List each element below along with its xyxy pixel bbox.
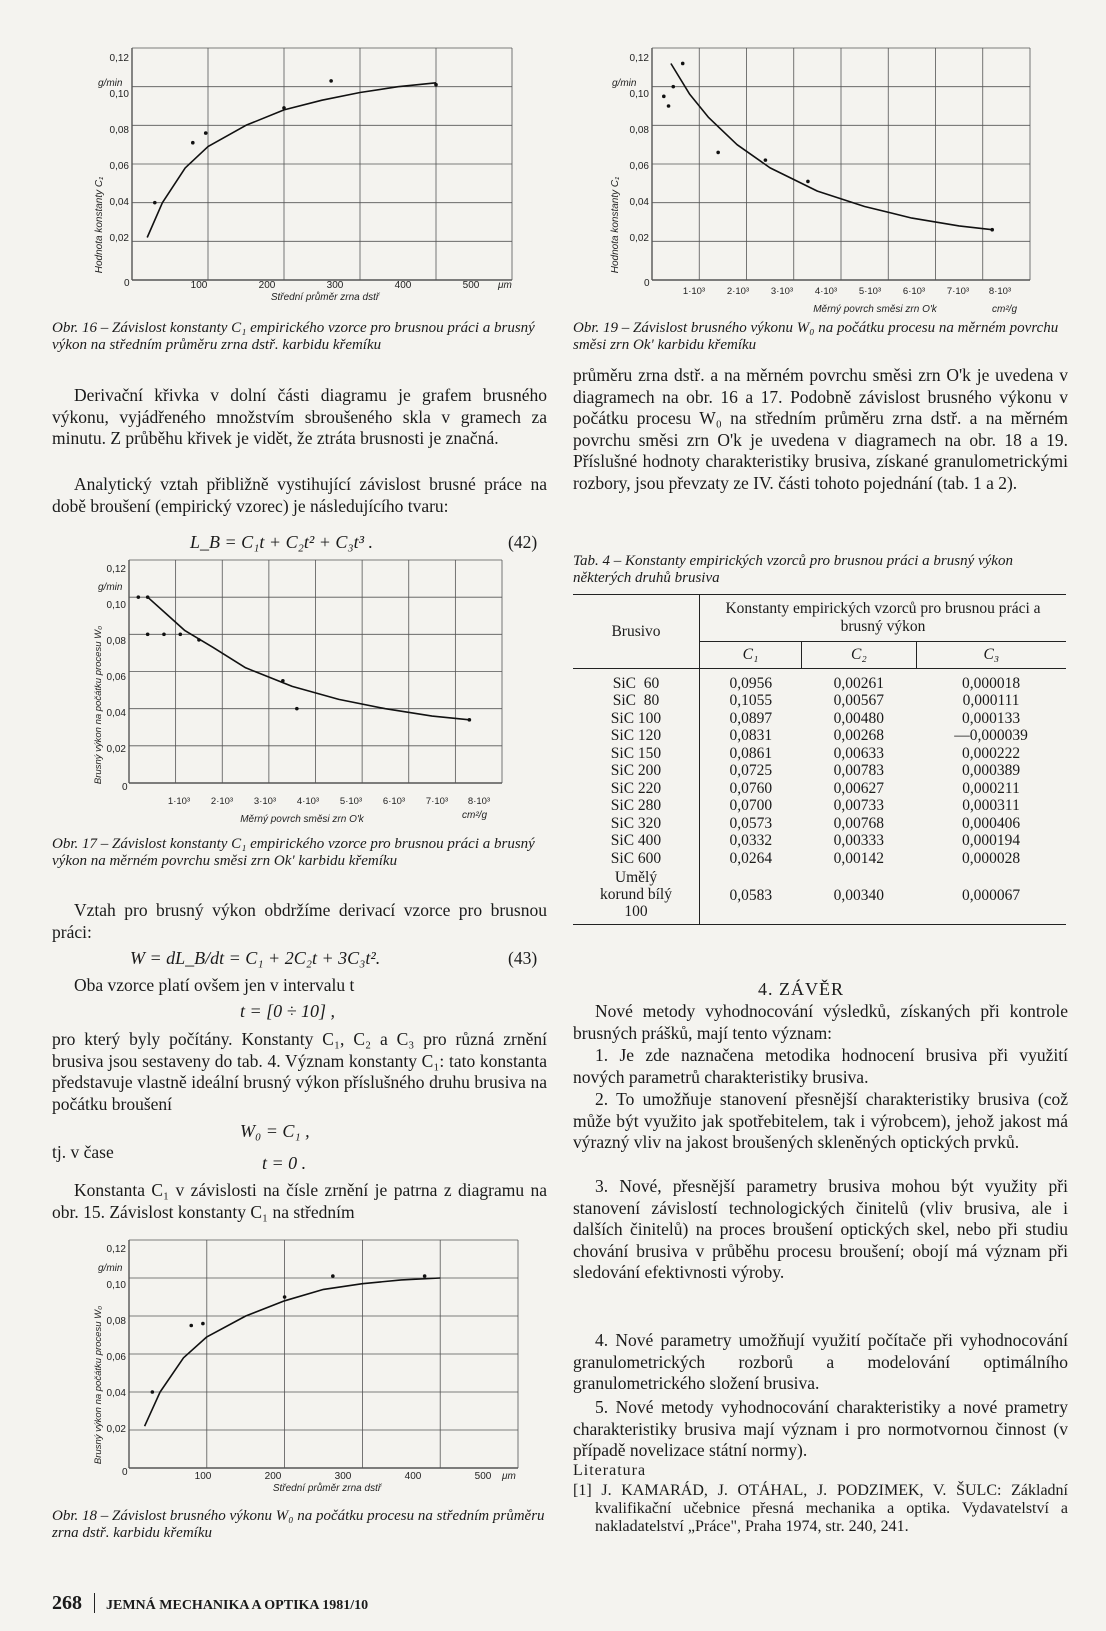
y-tick: 0,04: [106, 1388, 126, 1399]
cell-constant-c1: 0,0332: [729, 832, 773, 849]
table-4: [573, 594, 1066, 925]
x-tick: 7·10³: [946, 286, 970, 297]
x-tick: 4·10³: [814, 286, 838, 297]
cell-constant-c2: 0,00633: [833, 744, 885, 762]
x-axis-label: Měrný povrch směsi zrn O'k: [813, 304, 937, 315]
data-point: [146, 633, 150, 637]
data-point: [146, 595, 150, 599]
equation-43-number: (43): [508, 948, 538, 968]
data-point: [434, 83, 438, 87]
data-point: [153, 201, 157, 205]
conclusion-point-2: 2. To umožňuje stanovení přesnější charakteristiky brusiva (což může být využito jak spotřebitelem, tak i výrobcem), jehož jakost má výrazný vliv na jakost broušených skleněných optických prvků.: [573, 1089, 1068, 1152]
y-tick: 0,04: [109, 197, 129, 208]
cell-constant-c1: 0,0956: [729, 674, 773, 692]
header-c3: C₃: [983, 646, 1000, 663]
cell-constant-c3: 0,000018: [962, 674, 1021, 692]
table-row: [573, 727, 1066, 745]
journal-name: JEMNÁ MECHANIKA A OPTIKA 1981/10: [106, 1598, 369, 1613]
conclusion-point-1: 1. Je zde naznačena metodika hodnocení brusiva při využití nových parametrů charakteristiky brusiva.: [573, 1045, 1068, 1087]
header-constants: Konstanty empirických vzorců pro brusnou práci a brusný výkon: [725, 600, 1041, 635]
cell-constant-c3: 0,000389: [962, 762, 1021, 779]
x-axis-label: Střední průměr zrna dstř: [272, 1483, 382, 1494]
y-tick: 0,10: [109, 89, 129, 100]
paragraph-grinding-power: Vztah pro brusný výkon obdržíme derivací vzorce pro brusnou práci:: [52, 900, 547, 942]
cell-constant-c2: 0,00627: [833, 779, 885, 797]
equation-w0: W₀ = C₁ ,: [240, 1121, 310, 1141]
cell-abrasive: SiC 280: [573, 797, 700, 815]
data-point: [329, 79, 333, 83]
x-tick: 1·10³: [167, 796, 191, 807]
table-row: [573, 780, 1066, 798]
fitted-curve: [148, 597, 470, 720]
cell-constant-c2: 0,00142: [833, 849, 885, 867]
x-tick: 1·10³: [682, 286, 706, 297]
x-tick: 2·10³: [726, 286, 750, 297]
table-row: [573, 710, 1066, 728]
equation-interval: t = [0 ÷ 10] ,: [240, 1001, 336, 1021]
data-point: [201, 1322, 205, 1326]
cell-constant-c3: 0,000111: [962, 692, 1020, 709]
data-point: [423, 1274, 427, 1278]
cell-abrasive: SiC 320: [573, 815, 700, 833]
x-tick: 6·10³: [902, 286, 926, 297]
data-point: [282, 106, 286, 110]
x-tick: 3·10³: [253, 796, 277, 807]
conclusion-point-3: 3. Nové, přesnější parametry brusiva mohou být využity při stanovení závislostí technologických činitelů (vliv brusiva, ale i dalších činitelů) na proces broušení optických skel, nebo při studiu chování brusiva v průběhu procesu broušení; obojí má význam při sledování efektivnosti výroby.: [573, 1176, 1068, 1282]
y-tick: 0,06: [106, 1352, 126, 1363]
y-zero: 0: [122, 1467, 128, 1478]
cell-constant-c2: 0,00268: [833, 727, 885, 744]
cell-abrasive: SiC 200: [573, 762, 700, 780]
cell-abrasive: SiC 220: [573, 780, 700, 798]
x-tick: 8·10³: [988, 286, 1012, 297]
paragraph-analytic-relation: Analytický vztah přibližně vystihující závislost brusné práce na době broušení (empirický vzorec) je následujícího tvaru:: [52, 474, 547, 516]
y-axis-label: Brusný výkon na počátku procesu W₀: [93, 1305, 104, 1465]
cell-constant-c1: 0,0583: [729, 886, 773, 904]
y-tick: 0,08: [106, 636, 126, 647]
cell-constant-c3: 0,000028: [962, 849, 1021, 867]
conclusion-intro: Nové metody vyhodnocování výsledků, získaných při kontrole brusných prášků, mají tento význam:: [573, 1001, 1068, 1043]
cell-constant-c1: 0,0760: [729, 779, 773, 797]
cell-abrasive: SiC 60: [573, 668, 700, 692]
y-tick: 0,12: [106, 1244, 126, 1255]
equation-43: W = dL_B/dt = C₁ + 2C₂t + 3C₃t².: [130, 948, 381, 968]
paragraph-diagrams: průměru zrna dstř. a na měrném povrchu směsi zrn O'k je uvedena v diagramech na obr. 16 a 17. Podobně závislost brusného výkonu v počátku procesu W₀ na středním průměru zrna dstř. a na měrném povrchu směsi zrn O'k je uvedena v diagramech na obr. 18 a 19. Příslušné hodnoty charakteristiky brusiva, získané granulometrickými rozbory, jsou převzaty ze IV. části tohoto pojednání (tab. 1 a 2).: [573, 365, 1068, 493]
data-point: [468, 718, 472, 722]
y-zero: 0: [124, 278, 130, 289]
y-tick: 0,12: [629, 53, 649, 64]
x-tick: 3·10³: [770, 286, 794, 297]
y-tick: 0,08: [629, 125, 649, 136]
section-heading: 4. ZÁVĚR: [758, 979, 844, 999]
fitted-curve: [671, 64, 992, 230]
cell-constant-c2: 0,00333: [833, 832, 885, 849]
cell-constant-c1: 0,0573: [729, 814, 773, 832]
x-tick: 6·10³: [382, 796, 406, 807]
cell-abrasive: SiC 100: [573, 710, 700, 728]
cell-constant-c1: 0,0725: [729, 762, 773, 779]
cell-constant-c3: 0,000222: [962, 744, 1021, 762]
figure-16-chart: [40, 40, 540, 320]
table-row: [573, 850, 1066, 868]
y-unit: g/min: [98, 582, 123, 593]
x-tick: 400: [394, 280, 412, 291]
cell-constant-c2: 0,00480: [833, 709, 885, 727]
cell-constant-c2: 0,00783: [833, 762, 885, 779]
cell-constant-c2: 0,00768: [833, 814, 885, 832]
x-unit: μm: [502, 1471, 516, 1482]
cell-abrasive: SiC 120: [573, 727, 700, 745]
data-point: [681, 62, 685, 66]
data-point: [331, 1274, 335, 1278]
table-row: [573, 867, 1066, 925]
x-tick: 400: [404, 1471, 422, 1482]
y-axis-label: Hodnota konstanty C₁: [94, 176, 105, 274]
x-unit: cm²/g: [992, 304, 1017, 315]
cell-constant-c1: 0,0264: [729, 849, 773, 867]
paragraph-derivative-curve: Derivační křivka v dolní části diagramu je grafem brusného výkonu, vyjádřeného množstvím sbroušeného skla v gramech za minutu. Z průběhu křivek je vidět, že ztráta brusnosti je značná.: [52, 385, 547, 448]
header-c2: C₂: [802, 642, 917, 669]
y-tick: 0,02: [106, 744, 126, 755]
x-tick: 8·10³: [467, 796, 491, 807]
x-axis-label: Měrný povrch směsi zrn O'k: [240, 814, 364, 825]
x-unit: cm²/g: [462, 810, 487, 821]
y-tick: 0,02: [629, 233, 649, 244]
cell-abrasive: SiC 600: [573, 850, 700, 868]
cell-constant-c1: 0,0831: [729, 727, 773, 744]
paragraph-interval: Oba vzorce platí ovšem jen v intervalu t: [74, 975, 355, 995]
reference-1: [1] J. KAMARÁD, J. OTÁHAL, J. PODZIMEK, V. ŠULC: Základní kvalifikační učebnice přesná mechanika a optika. Vydavatelství a nakladatelství „Práce", Praha 1974, str. 240, 241.: [573, 1482, 1068, 1535]
cell-constant-c3: 0,000194: [962, 832, 1021, 849]
cell-constant-c3: 0,000133: [962, 709, 1021, 727]
y-tick: 0,02: [106, 1424, 126, 1435]
figure-19-caption: Obr. 19 – Závislost brusného výkonu W₀ na počátku procesu na měrném povrchu směsi zrn Ok' karbidu křemíku: [573, 320, 1059, 353]
y-tick: 0,12: [109, 53, 129, 64]
data-point: [662, 95, 666, 99]
cell-abrasive: SiC 400: [573, 832, 700, 850]
figure-17-chart: [52, 560, 542, 835]
y-tick: 0,04: [629, 197, 649, 208]
y-tick: 0,06: [109, 161, 129, 172]
x-tick: 200: [258, 280, 276, 291]
data-point: [281, 679, 285, 683]
table-row: [573, 692, 1066, 710]
table-row: [573, 832, 1066, 850]
table-row: [573, 745, 1066, 763]
y-axis-label: Hodnota konstanty C₁: [610, 176, 621, 274]
x-unit: μm: [498, 280, 512, 291]
cell-constant-c3: 0,000311: [962, 797, 1020, 814]
data-point: [189, 1324, 193, 1328]
cell-constant-c2: 0,00733: [833, 797, 885, 814]
conclusion-point-5: 5. Nové metody vyhodnocování charakteristiky a nové prametry charakteristiky brusiva mají význam i pro normotvornou činnost (v případě novelizace státní normy).: [573, 1397, 1068, 1460]
x-tick: 2·10³: [210, 796, 234, 807]
y-unit: g/min: [612, 78, 637, 89]
y-tick: 0,06: [106, 672, 126, 683]
y-unit: g/min: [98, 78, 123, 89]
x-tick: 500: [474, 1471, 492, 1482]
footer-divider: [94, 1593, 95, 1613]
x-tick: 5·10³: [339, 796, 363, 807]
y-unit: g/min: [98, 1263, 123, 1274]
data-point: [295, 707, 299, 711]
paragraph-constant-c1: Konstanta C₁ v závislosti na čísle zrnění je patrna z diagramu na obr. 15. Závislost konstanty C₁ na středním: [52, 1180, 547, 1222]
cell-constant-c3: —0,000039: [954, 727, 1028, 744]
x-tick: 300: [334, 1471, 352, 1482]
cell-constant-c2: 0,00567: [833, 692, 885, 709]
figure-19-chart: [560, 40, 1080, 320]
x-tick: 100: [190, 280, 208, 291]
header-c1: C₁: [700, 642, 802, 669]
data-point: [191, 141, 195, 145]
data-point: [197, 638, 201, 642]
text-at-time: tj. v čase: [52, 1142, 114, 1162]
data-point: [716, 151, 720, 155]
y-tick: 0,10: [629, 89, 649, 100]
y-tick: 0,04: [106, 708, 126, 719]
table-row: [573, 815, 1066, 833]
page-footer: [52, 1592, 368, 1615]
cell-constant-c3: 0,000211: [962, 779, 1020, 797]
cell-constant-c2: 0,00340: [833, 886, 885, 904]
data-point: [151, 1390, 155, 1394]
cell-abrasive: Umělý korund bílý 100: [573, 867, 700, 925]
cell-constant-c1: 0,0861: [729, 744, 773, 762]
x-axis-label: Střední průměr zrna dstř: [270, 292, 380, 303]
cell-constant-c2: 0,00261: [833, 674, 885, 692]
x-tick: 500: [462, 280, 480, 291]
y-tick: 0,02: [109, 233, 129, 244]
y-tick: 0,10: [106, 600, 126, 611]
table-row: [573, 762, 1066, 780]
y-tick: 0,10: [106, 1280, 126, 1291]
page-number: 268: [52, 1592, 82, 1614]
x-tick: 5·10³: [858, 286, 882, 297]
cell-constant-c1: 0,1055: [729, 692, 773, 709]
x-tick: 7·10³: [425, 796, 449, 807]
table-4-caption: Tab. 4 – Konstanty empirických vzorců pro brusnou práci a brusný výkon některých druhů brusiva: [573, 553, 1013, 586]
equation-42-number: (42): [508, 532, 538, 552]
data-point: [671, 85, 675, 89]
cell-abrasive: SiC 150: [573, 745, 700, 763]
figure-18-caption: Obr. 18 – Závislost brusného výkonu W₀ na počátku procesu na středním průměru zrna dstř. karbidu křemíku: [52, 1508, 545, 1541]
header-brusivo: Brusivo: [573, 595, 700, 669]
references-heading: Literatura: [573, 1462, 647, 1479]
fitted-curve: [145, 1278, 441, 1426]
y-tick: 0,06: [629, 161, 649, 172]
y-zero: 0: [122, 782, 128, 793]
figure-17-caption: Obr. 17 – Závislost konstanty C₁ empirického vzorce pro brusnou práci a brusný výkon na měrném povrchu směsi zrn Ok' karbidu křemíku: [52, 836, 535, 869]
cell-constant-c1: 0,0897: [729, 709, 773, 727]
y-zero: 0: [644, 278, 650, 289]
y-tick: 0,08: [109, 125, 129, 136]
fitted-curve: [147, 83, 436, 238]
data-point: [667, 104, 671, 108]
data-point: [764, 158, 768, 162]
y-axis-label: Brusný výkon na počátku procesu W₀: [93, 625, 104, 785]
cell-constant-c3: 0,000067: [962, 886, 1021, 904]
data-point: [806, 180, 810, 184]
table-row: [573, 797, 1066, 815]
y-tick: 0,08: [106, 1316, 126, 1327]
conclusion-point-4: 4. Nové parametry umožňují využití počítače při vyhodnocování granulometrických rozborů a modelování optimálního granulometrického složení brusiva.: [573, 1330, 1068, 1393]
cell-constant-c3: 0,000406: [962, 814, 1021, 832]
x-tick: 300: [326, 280, 344, 291]
x-tick: 4·10³: [296, 796, 320, 807]
figure-16-caption: Obr. 16 – Závislost konstanty C₁ empirického vzorce pro brusnou práci a brusný výkon na středním průměru zrna dstř. karbidu křemíku: [52, 320, 535, 353]
data-point: [204, 131, 208, 135]
data-point: [990, 228, 994, 232]
cell-abrasive: SiC 80: [573, 692, 700, 710]
table-row: [573, 668, 1066, 692]
equation-42: L_B = C₁t + C₂t² + C₃t³ .: [190, 532, 374, 552]
x-tick: 100: [194, 1471, 212, 1482]
data-point: [162, 633, 166, 637]
x-tick: 200: [264, 1471, 282, 1482]
data-point: [283, 1295, 287, 1299]
data-point: [178, 633, 182, 637]
paragraph-constants: pro který byly počítány. Konstanty C₁, C₂ a C₃ pro různá zrnění brusiva jsou sestaveny do tab. 4. Význam konstanty C₁: tato konstanta představuje vlastně ideální brusný výkon příslušného druhu brusiva na počátku broušení: [52, 1029, 547, 1114]
data-point: [137, 595, 141, 599]
cell-constant-c1: 0,0700: [729, 797, 773, 814]
equation-t0: t = 0 .: [262, 1153, 307, 1173]
figure-18-chart: [52, 1235, 542, 1510]
y-tick: 0,12: [106, 564, 126, 575]
